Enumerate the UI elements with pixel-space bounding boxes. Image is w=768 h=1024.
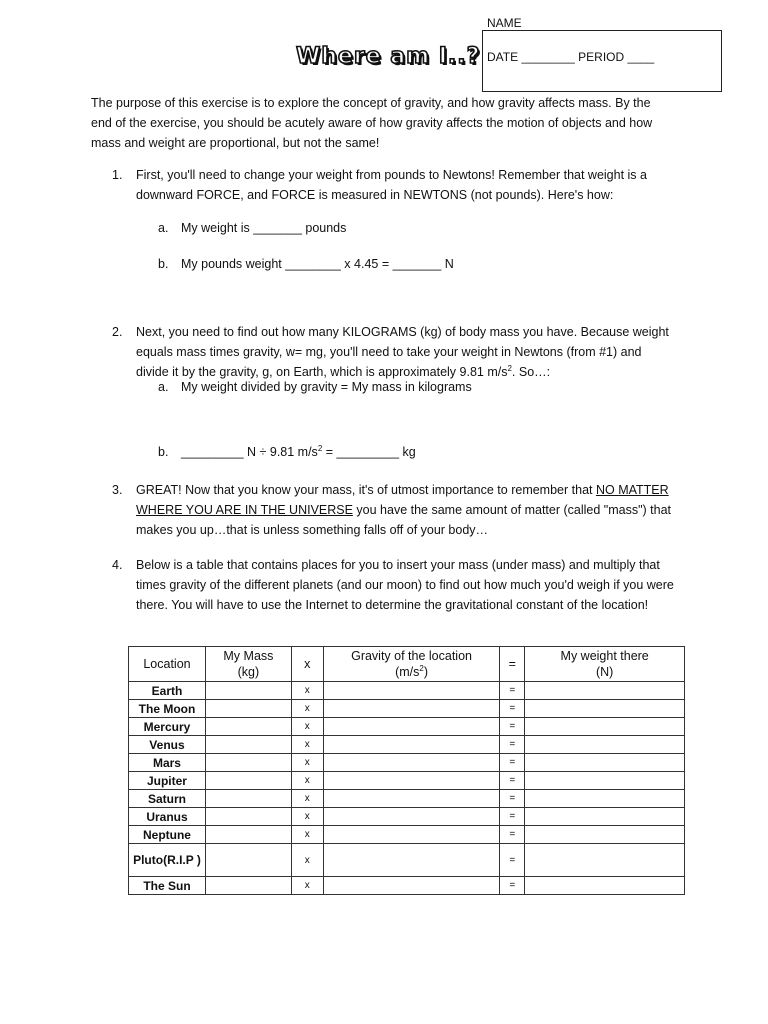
- location-cell: Mars: [129, 754, 206, 772]
- table-row: [129, 700, 685, 718]
- equals-cell: =: [500, 736, 525, 754]
- weight-input-cell[interactable]: [525, 682, 685, 700]
- header-location: Location: [129, 647, 206, 682]
- name-label: NAME: [487, 16, 522, 30]
- weight-input-cell[interactable]: [525, 772, 685, 790]
- header-gravity: Gravity of the location $(m/s^2)$: [323, 647, 500, 682]
- times-cell: x: [291, 682, 323, 700]
- gravity-input-cell[interactable]: [323, 772, 500, 790]
- location-cell: Neptune: [129, 826, 206, 844]
- location-cell: Uranus: [129, 808, 206, 826]
- location-cell: Jupiter: [129, 772, 206, 790]
- equals-cell: =: [500, 682, 525, 700]
- location-cell: Earth: [129, 682, 206, 700]
- question-number: 3.: [112, 483, 123, 497]
- sub-label: b.: [158, 445, 169, 459]
- table-row: [129, 808, 685, 826]
- gravity-input-cell[interactable]: [323, 826, 500, 844]
- times-cell: x: [291, 700, 323, 718]
- times-cell: x: [291, 790, 323, 808]
- header-weight: My weight there (N): [525, 647, 685, 682]
- question-number: 2.: [112, 325, 123, 339]
- sub-text: _________ N ÷ 9.81 $m/s^2$ = _________ kg: [181, 443, 416, 459]
- weight-input-cell[interactable]: [525, 844, 685, 877]
- mass-input-cell[interactable]: [205, 808, 291, 826]
- mass-input-cell[interactable]: [205, 718, 291, 736]
- location-cell: Pluto(R.I.P ): [129, 844, 206, 877]
- weight-input-cell[interactable]: [525, 736, 685, 754]
- mass-input-cell[interactable]: [205, 877, 291, 895]
- table-row: [129, 772, 685, 790]
- table-row: [129, 736, 685, 754]
- times-cell: x: [291, 754, 323, 772]
- weight-input-cell[interactable]: [525, 808, 685, 826]
- gravity-input-cell[interactable]: [323, 736, 500, 754]
- mass-input-cell[interactable]: [205, 844, 291, 877]
- gravity-input-cell[interactable]: [323, 808, 500, 826]
- table-row: [129, 790, 685, 808]
- equals-cell: =: [500, 718, 525, 736]
- question-text: First, you'll need to change your weight from pounds to Newtons! Remember that weight is a downward FORCE, and FORCE is measured in NEWTONS (not pounds). Here's how:: [136, 168, 647, 202]
- header-equals: =: [500, 647, 525, 682]
- gravity-input-cell[interactable]: [323, 682, 500, 700]
- planet-weight-table: [128, 646, 685, 895]
- location-cell: Venus: [129, 736, 206, 754]
- equals-cell: =: [500, 826, 525, 844]
- gravity-input-cell[interactable]: [323, 700, 500, 718]
- table-row: [129, 682, 685, 700]
- weight-input-cell[interactable]: [525, 700, 685, 718]
- question-text: Next, you need to find out how many KILOGRAMS (kg) of body mass you have. Because weight equals mass times gravity, w= mg, you'll need to take your weight in Newtons (from #1) and divide it by the gravity, g, on Earth, which is approximately 9.81 $m/s^2$. So…:: [136, 325, 669, 379]
- location-cell: The Sun: [129, 877, 206, 895]
- equals-cell: =: [500, 700, 525, 718]
- mass-input-cell[interactable]: [205, 772, 291, 790]
- date-period-label: DATE ________ PERIOD ____: [487, 50, 655, 64]
- times-cell: x: [291, 772, 323, 790]
- table-row: [129, 754, 685, 772]
- times-cell: x: [291, 877, 323, 895]
- mass-input-cell[interactable]: [205, 826, 291, 844]
- times-cell: x: [291, 844, 323, 877]
- table-header-row: [129, 647, 685, 682]
- table-row: [129, 826, 685, 844]
- location-cell: The Moon: [129, 700, 206, 718]
- question-number: 1.: [112, 168, 123, 182]
- sub-label: b.: [158, 257, 169, 271]
- table-row: [129, 718, 685, 736]
- mass-input-cell[interactable]: [205, 736, 291, 754]
- gravity-input-cell[interactable]: [323, 754, 500, 772]
- weight-input-cell[interactable]: [525, 826, 685, 844]
- sub-label: a.: [158, 380, 169, 394]
- equals-cell: =: [500, 790, 525, 808]
- location-cell: Saturn: [129, 790, 206, 808]
- sub-text: My weight divided by gravity = My mass in kilograms: [181, 380, 472, 394]
- sub-label: a.: [158, 221, 169, 235]
- equals-cell: =: [500, 877, 525, 895]
- emphasis-text: NO MATTER WHERE YOU ARE IN THE UNIVERSE: [136, 483, 669, 517]
- mass-input-cell[interactable]: [205, 754, 291, 772]
- weight-input-cell[interactable]: [525, 790, 685, 808]
- question-text: Below is a table that contains places for you to insert your mass (under mass) and multiply that times gravity of the different planets (and our moon) to find out how much you'd weigh if you were there. You will have to use the Internet to determine the gravitational constant of the location!: [136, 558, 674, 612]
- mass-input-cell[interactable]: [205, 790, 291, 808]
- times-cell: x: [291, 736, 323, 754]
- mass-input-cell[interactable]: [205, 682, 291, 700]
- gravity-input-cell[interactable]: [323, 844, 500, 877]
- table-row: [129, 877, 685, 895]
- weight-input-cell[interactable]: [525, 754, 685, 772]
- equals-cell: =: [500, 844, 525, 877]
- equals-cell: =: [500, 772, 525, 790]
- gravity-input-cell[interactable]: [323, 790, 500, 808]
- times-cell: x: [291, 826, 323, 844]
- weight-input-cell[interactable]: [525, 718, 685, 736]
- header-times: x: [291, 647, 323, 682]
- sub-text: My pounds weight ________ x 4.45 = _______ N: [181, 257, 454, 271]
- table-row: [129, 844, 685, 877]
- weight-input-cell[interactable]: [525, 877, 685, 895]
- question-text: GREAT! Now that you know your mass, it's of utmost importance to remember that NO MATTER WHERE YOU ARE IN THE UNIVERSE you have the same amount of matter (called "mass") that makes you up…that is unless something falls off of your body…: [136, 483, 672, 537]
- times-cell: x: [291, 808, 323, 826]
- header-mass: My Mass (kg): [205, 647, 291, 682]
- mass-input-cell[interactable]: [205, 700, 291, 718]
- equals-cell: =: [500, 808, 525, 826]
- sub-text: My weight is _______ pounds: [181, 221, 347, 235]
- intro-paragraph: The purpose of this exercise is to explore the concept of gravity, and how gravity affects mass. By the end of the exercise, you should be acutely aware of how gravity affects the motion of objects and how mass and weight are proportional, but not the same!: [91, 96, 653, 150]
- times-cell: x: [291, 718, 323, 736]
- location-cell: Mercury: [129, 718, 206, 736]
- gravity-input-cell[interactable]: [323, 877, 500, 895]
- worksheet-title: Where am I..?: [296, 44, 481, 69]
- equals-cell: =: [500, 754, 525, 772]
- gravity-input-cell[interactable]: [323, 718, 500, 736]
- question-number: 4.: [112, 558, 123, 572]
